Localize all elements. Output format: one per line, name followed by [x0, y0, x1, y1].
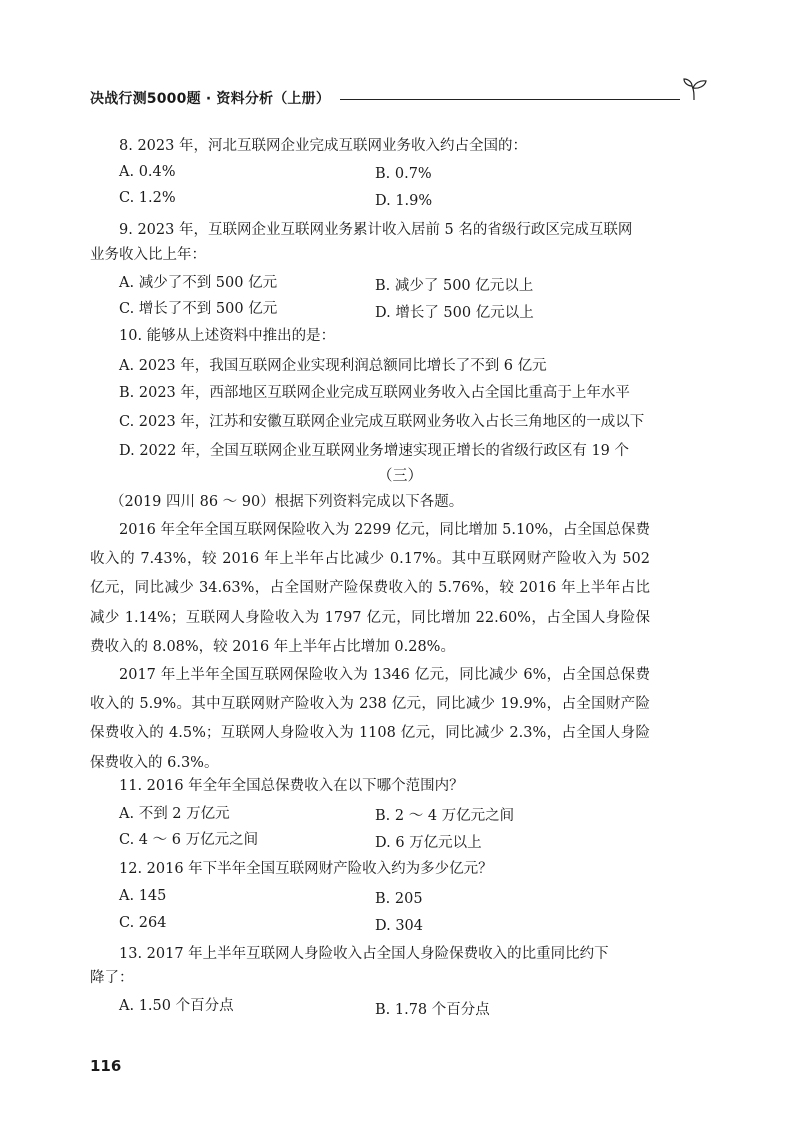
question-13-option-a: A. 1.50 个百分点: [119, 998, 234, 1014]
question-9-option-b: B. 减少了 500 亿元以上: [375, 278, 534, 294]
question-13-stem-cont: 降了：: [90, 970, 134, 986]
question-13-option-b: B. 1.78 个百分点: [375, 1002, 490, 1018]
section-intro: （2019 四川 86 ～ 90）根据下列资料完成以下各题。: [110, 494, 464, 510]
question-12-option-d: D. 304: [375, 918, 424, 934]
question-11-option-d: D. 6 万亿元以上: [375, 835, 482, 851]
page-number: 116: [90, 1057, 122, 1075]
question-11-option-a: A. 不到 2 万亿元: [119, 806, 230, 822]
question-12-option-b: B. 205: [375, 891, 423, 907]
question-11-option-c: C. 4 ～ 6 万亿元之间: [119, 832, 259, 848]
question-8-option-d: D. 1.9%: [375, 193, 433, 209]
question-9-stem-cont: 业务收入比上年：: [90, 247, 206, 263]
question-9-option-a: A. 减少了不到 500 亿元: [119, 275, 278, 291]
question-10-option-b: B. 2023 年，西部地区互联网企业完成互联网业务收入占全国比重高于上年水平: [119, 385, 630, 401]
question-11-stem: 11. 2016 年全年全国总保费收入在以下哪个范围内？: [119, 778, 464, 794]
question-12-stem: 12. 2016 年下半年全国互联网财产险收入约为多少亿元？: [119, 861, 493, 877]
question-8-stem: 8. 2023 年，河北互联网企业完成互联网业务收入约占全国的：: [119, 138, 527, 154]
question-8-option-c: C. 1.2%: [119, 190, 176, 206]
running-header: [90, 88, 710, 112]
question-8-option-a: A. 0.4%: [119, 164, 176, 180]
question-9-stem: 9. 2023 年，互联网企业互联网业务累计收入居前 5 名的省级行政区完成互联网: [119, 222, 633, 238]
question-10-stem: 10. 能够从上述资料中推出的是：: [119, 328, 336, 344]
question-11-option-b: B. 2 ～ 4 万亿元之间: [375, 808, 515, 824]
question-9-option-d: D. 增长了 500 亿元以上: [375, 305, 534, 321]
section-title: （三）: [377, 466, 423, 484]
question-10-option-a: A. 2023 年，我国互联网企业实现利润总额同比增长了不到 6 亿元: [119, 358, 547, 374]
question-10-option-c: C. 2023 年，江苏和安徽互联网企业完成互联网业务收入占长三角地区的一成以下: [119, 414, 645, 430]
header-rule: [340, 99, 680, 100]
book-title: 决战行测5000题 · 资料分析（上册）: [90, 91, 331, 107]
question-9-option-c: C. 增长了不到 500 亿元: [119, 301, 278, 317]
material-paragraph-1: 2016 年全年全国互联网保险收入为 2299 亿元，同比增加 5.10%，占全国总保费收入的 7.43%，较 2016 年上半年占比减少 0.17%。其中互联网财产险收入为 502 亿元，同比减少 34.63%，占全国财产险保费收入的 5.76%，较 2016 年上半年占比减少 1.14%；互联网人身险收入为 1797 亿元，同比增加 22.60%，占全国人身险保费收入的 8.08%，较 2016 年上半年占比增加 0.28%。: [90, 522, 650, 655]
question-12-option-c: C. 264: [119, 915, 167, 931]
question-12-option-a: A. 145: [119, 888, 167, 904]
sprout-icon: [682, 76, 708, 102]
question-13-stem: 13. 2017 年上半年互联网人身险收入占全国人身险保费收入的比重同比约下: [119, 946, 609, 962]
question-10-option-d: D. 2022 年，全国互联网企业互联网业务增速实现正增长的省级行政区有 19 个: [119, 443, 630, 459]
material-paragraph-2: 2017 年上半年全国互联网保险收入为 1346 亿元，同比减少 6%，占全国总保费收入的 5.9%。其中互联网财产险收入为 238 亿元，同比减少 19.9%，占全国财产险保费收入的 4.5%；互联网人身险收入为 1108 亿元，同比减少 2.3%，占全国人身险保费收入的 6.3%。: [90, 667, 650, 771]
question-8-option-b: B. 0.7%: [375, 166, 432, 182]
